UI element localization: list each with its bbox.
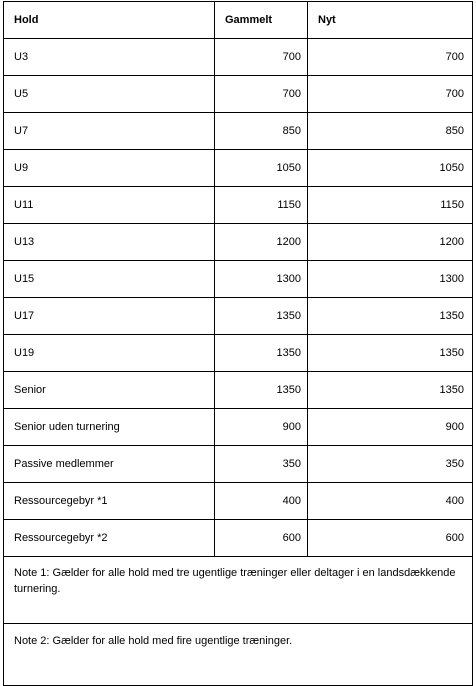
table-body xyxy=(4,39,473,686)
cell-hold: U17 xyxy=(4,298,215,335)
cell-hold: U13 xyxy=(4,224,215,261)
table-header-row xyxy=(4,2,473,39)
cell-gammelt: 1150 xyxy=(215,187,308,224)
table-row xyxy=(4,372,473,409)
table-row xyxy=(4,335,473,372)
cell-nyt: 1350 xyxy=(308,335,473,372)
table-row xyxy=(4,261,473,298)
cell-gammelt: 850 xyxy=(215,113,308,150)
cell-nyt: 700 xyxy=(308,39,473,76)
cell-gammelt: 1350 xyxy=(215,372,308,409)
cell-nyt: 600 xyxy=(308,520,473,557)
cell-gammelt: 700 xyxy=(215,39,308,76)
cell-gammelt: 350 xyxy=(215,446,308,483)
cell-nyt: 1150 xyxy=(308,187,473,224)
cell-gammelt: 1350 xyxy=(215,298,308,335)
table-row xyxy=(4,520,473,557)
cell-gammelt: 1300 xyxy=(215,261,308,298)
cell-nyt: 1300 xyxy=(308,261,473,298)
cell-gammelt: 1350 xyxy=(215,335,308,372)
cell-hold: U3 xyxy=(4,39,215,76)
header-gammelt: Gammelt xyxy=(215,2,308,39)
cell-hold: U7 xyxy=(4,113,215,150)
cell-gammelt: 600 xyxy=(215,520,308,557)
cell-nyt: 900 xyxy=(308,409,473,446)
table-row xyxy=(4,446,473,483)
cell-hold: Ressourcegebyr *2 xyxy=(4,520,215,557)
cell-nyt: 700 xyxy=(308,76,473,113)
cell-gammelt: 1050 xyxy=(215,150,308,187)
table-row xyxy=(4,113,473,150)
cell-nyt: 1350 xyxy=(308,372,473,409)
cell-nyt: 1200 xyxy=(308,224,473,261)
table-row xyxy=(4,409,473,446)
cell-hold: U9 xyxy=(4,150,215,187)
note-row xyxy=(4,557,473,624)
cell-nyt: 350 xyxy=(308,446,473,483)
membership-fee-table xyxy=(3,1,473,686)
table-row xyxy=(4,39,473,76)
note-row xyxy=(4,624,473,686)
table-row xyxy=(4,187,473,224)
cell-hold: Senior xyxy=(4,372,215,409)
cell-gammelt: 400 xyxy=(215,483,308,520)
table-row xyxy=(4,150,473,187)
cell-gammelt: 900 xyxy=(215,409,308,446)
note-2-text: Note 2: Gælder for alle hold med fire ugentlige træninger. xyxy=(4,624,473,686)
cell-hold: U19 xyxy=(4,335,215,372)
table-row xyxy=(4,224,473,261)
table-row xyxy=(4,298,473,335)
cell-hold: U5 xyxy=(4,76,215,113)
note-1-text: Note 1: Gælder for alle hold med tre ugentlige træninger eller deltager i en landsdækkende turnering. xyxy=(4,557,473,624)
cell-hold: U15 xyxy=(4,261,215,298)
cell-hold: U11 xyxy=(4,187,215,224)
cell-nyt: 850 xyxy=(308,113,473,150)
cell-hold: Ressourcegebyr *1 xyxy=(4,483,215,520)
table-row xyxy=(4,76,473,113)
header-nyt: Nyt xyxy=(308,2,473,39)
cell-nyt: 1050 xyxy=(308,150,473,187)
header-hold: Hold xyxy=(4,2,215,39)
cell-hold: Passive medlemmer xyxy=(4,446,215,483)
cell-nyt: 1350 xyxy=(308,298,473,335)
table-row xyxy=(4,483,473,520)
cell-gammelt: 1200 xyxy=(215,224,308,261)
cell-hold: Senior uden turnering xyxy=(4,409,215,446)
cell-gammelt: 700 xyxy=(215,76,308,113)
cell-nyt: 400 xyxy=(308,483,473,520)
